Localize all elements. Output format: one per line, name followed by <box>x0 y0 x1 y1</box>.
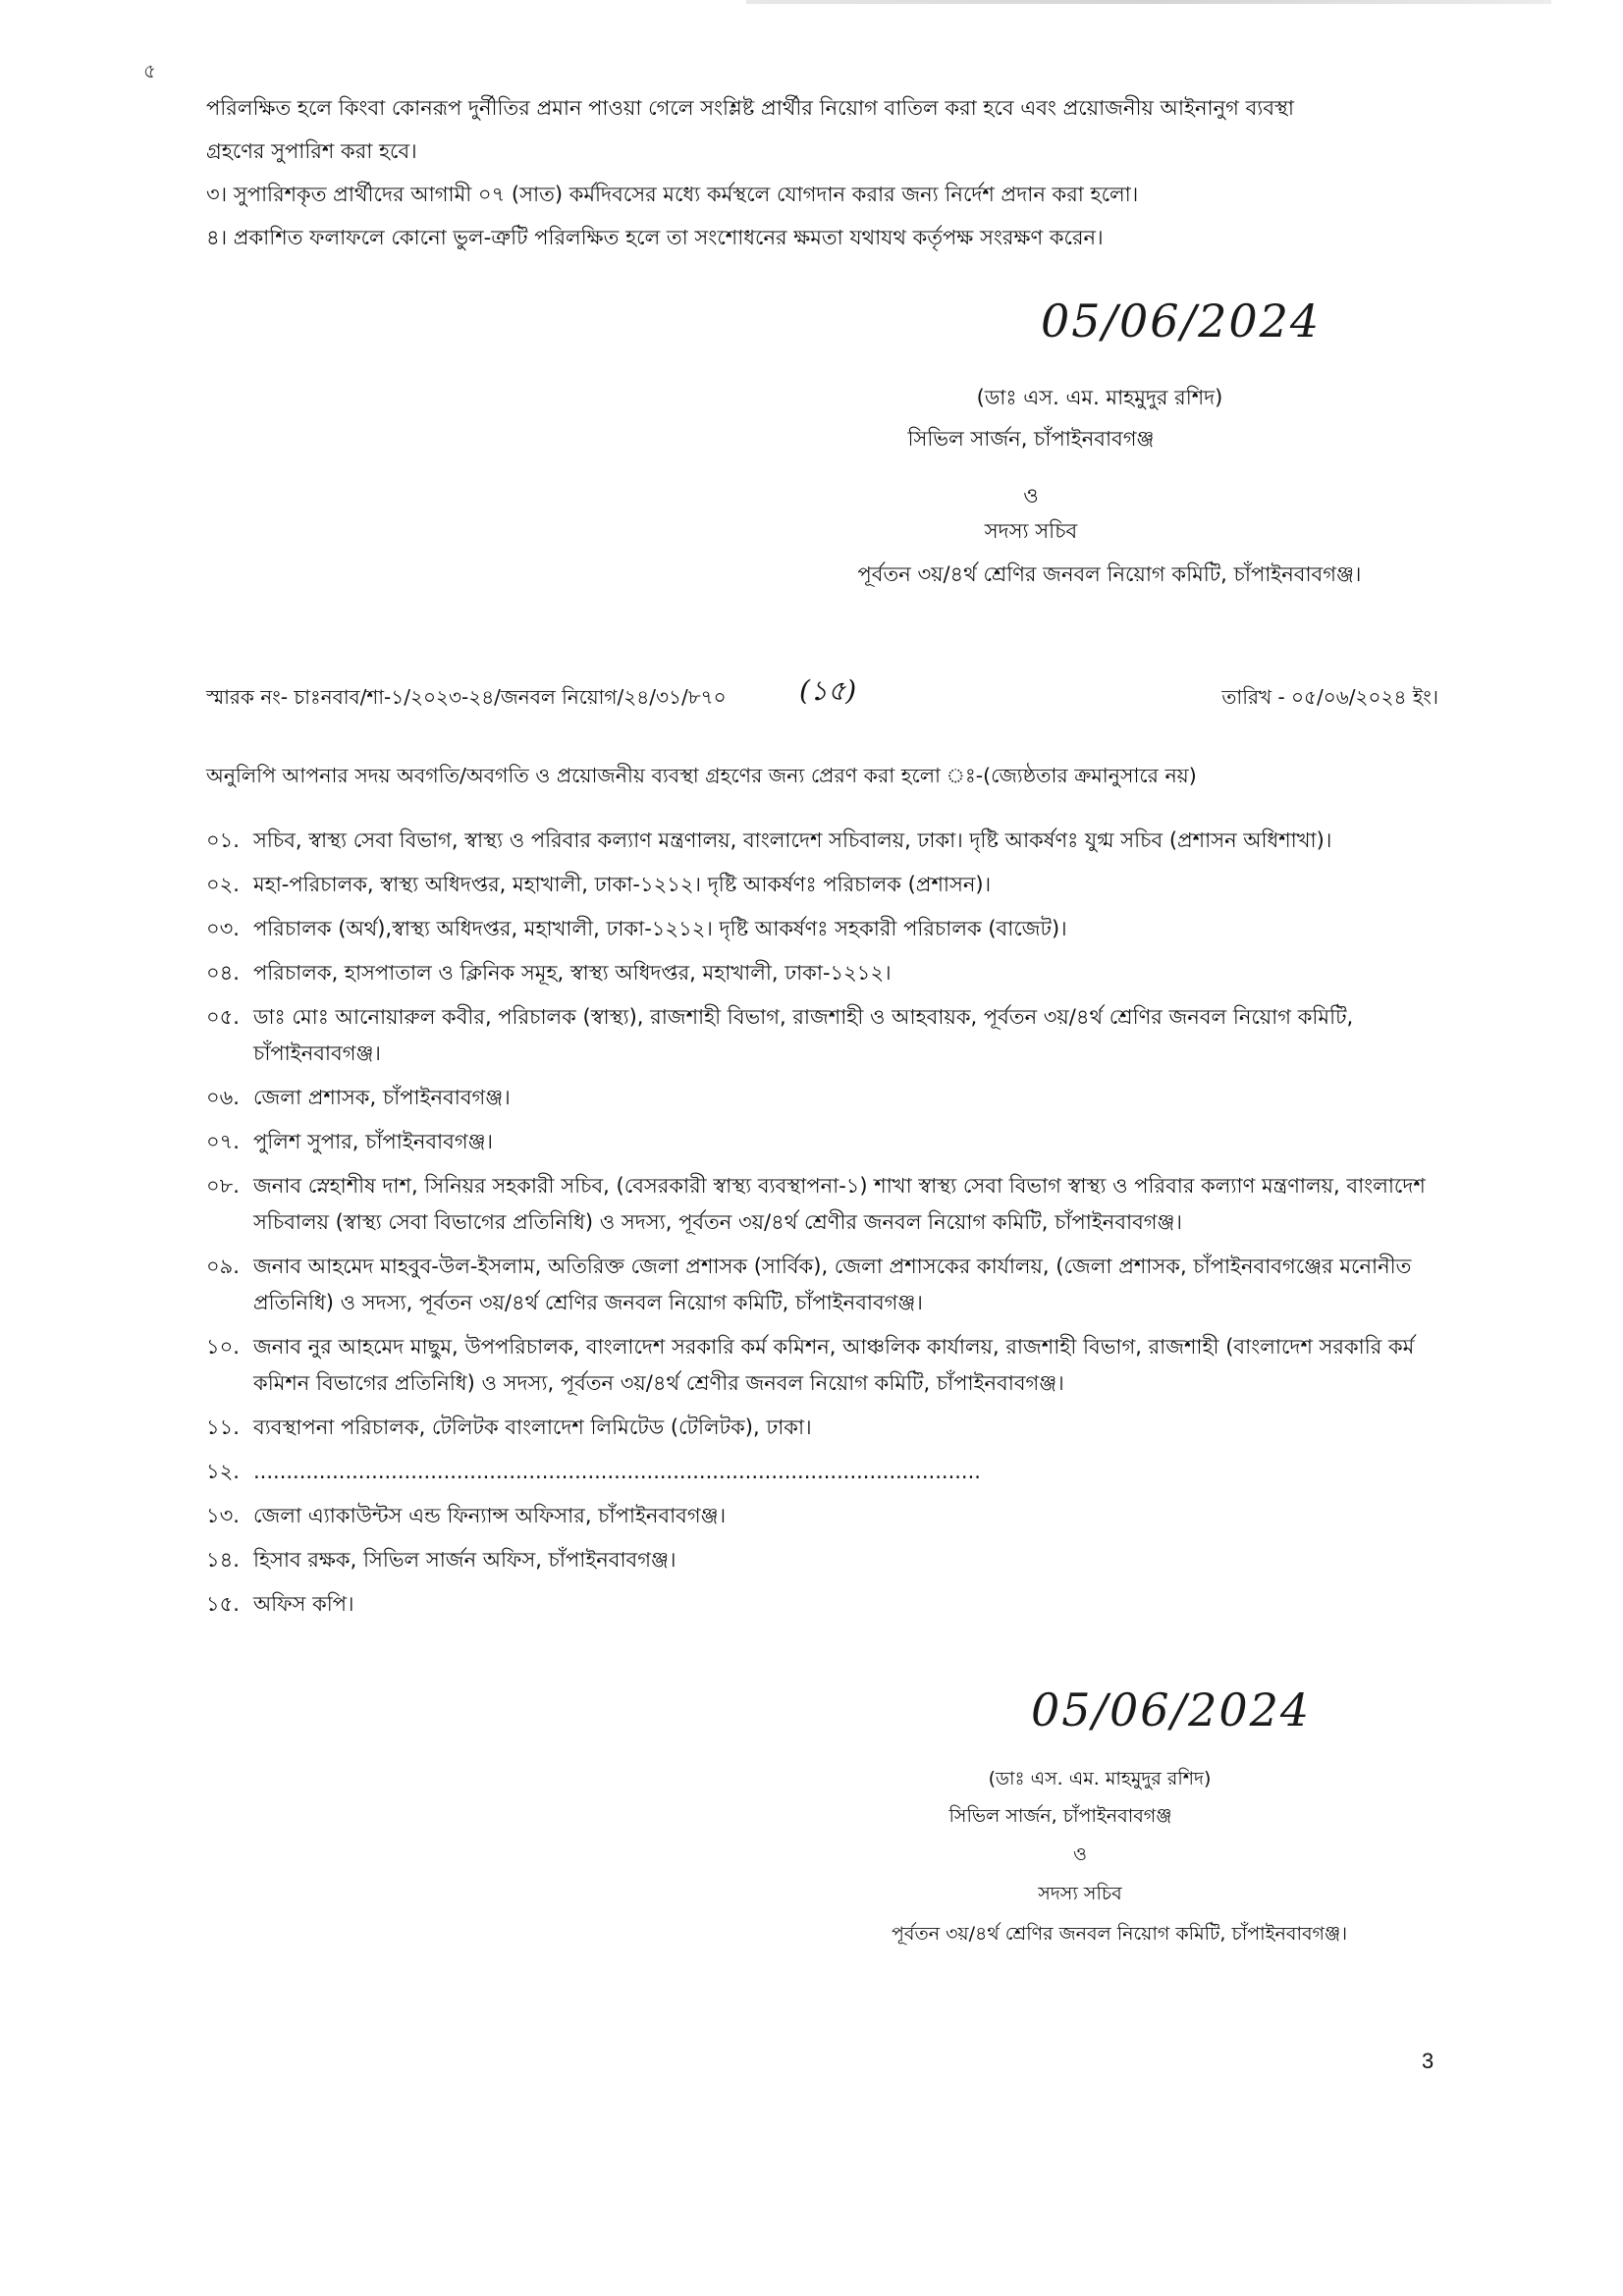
item-text: অফিস কপি। <box>253 1592 354 1616</box>
page-number: 3 <box>1422 2049 1434 2073</box>
recipient-list <box>206 823 1443 1630</box>
item-number: ০২. <box>206 873 240 896</box>
item-text: পুলিশ সুপার, চাঁপাইনবাবগঞ্জ। <box>253 1130 494 1153</box>
item-number: ০৬. <box>206 1086 240 1109</box>
item-number: ০৫. <box>206 1005 240 1029</box>
memo-date: তারিখ - ০৫/০৬/২০২৪ ইং। <box>1221 685 1438 709</box>
item-text: জনাব আহমেদ মাহবুব-উল-ইসলাম, অতিরিক্ত জেলা প্রশাসক (সার্বিক), জেলা প্রশাসকের কার্যালয়, (জেলা প্রশাসক, চাঁপাইনবাবগঞ্জের মনোনীত প্রতিনিধি) ও সদস্য, পূর্বতন ৩য়/৪র্থ শ্রেণির জনবল নিয়োগ কমিটি, চাঁপাইনবাবগঞ্জ। <box>253 1255 1412 1314</box>
signature-block-1-committee <box>815 558 1404 591</box>
item-number: ০৪. <box>206 961 240 985</box>
list-item <box>206 1329 1443 1402</box>
item-number: ০৭. <box>206 1130 240 1153</box>
intro-line-1: পরিলক্ষিত হলে কিংবা কোনরূপ দুর্নীতির প্রমান পাওয়া গেলে সংশ্লিষ্ট প্রার্থীর নিয়োগ বাতিল করা হবে এবং প্রয়োজনীয় আইনানুগ ব্যবস্থা <box>206 96 1295 120</box>
signatory-role: সদস্য সচিব <box>1038 1883 1122 1904</box>
item-text: ব্যবস্থাপনা পরিচালক, টেলিটক বাংলাদেশ লিমিটেড (টেলিটক), ঢাকা। <box>253 1415 812 1439</box>
item-text: মহা-পরিচালক, স্বাস্থ্য অধিদপ্তর, মহাখালী, ঢাকা-১২১২। দৃষ্টি আকর্ষণঃ পরিচালক (প্রশাসন)। <box>253 873 992 896</box>
list-item <box>206 1410 1443 1446</box>
list-item <box>206 1168 1443 1241</box>
signatory-role: সদস্য সচিব <box>984 519 1078 543</box>
intro-point-4: ৪। প্রকাশিত ফলাফলে কোনো ভুল-ত্রুটি পরিলক্ষিত হলে তা সংশোধনের ক্ষমতা যথাযথ কর্তৃপক্ষ সংরক্ষণ করেন। <box>206 226 1104 249</box>
signature-block-1-conj <box>884 479 1178 512</box>
item-text: পরিচালক (অর্থ),স্বাস্থ্য অধিদপ্তর, মহাখালী, ঢাকা-১২১২। দৃষ্টি আকর্ষণঃ সহকারী পরিচালক (বাজেট)। <box>253 917 1067 940</box>
signatory-designation: সিভিল সার্জন, চাঁপাইনবাবগঞ্জ <box>907 427 1155 451</box>
committee-name: পূর্বতন ৩য়/৪র্থ শ্রেণির জনবল নিয়োগ কমিটি, চাঁপাইনবাবগঞ্জ। <box>891 1923 1348 1945</box>
item-text: হিসাব রক্ষক, সিভিল সার্জন অফিস, চাঁপাইনবাবগঞ্জ। <box>253 1548 676 1572</box>
list-item <box>206 1542 1443 1578</box>
signature-block-2 <box>903 1762 1296 1795</box>
signature-1-handwritten: 05/06/2024 <box>1041 294 1322 347</box>
signature-block-2-committee <box>825 1917 1414 1950</box>
list-item <box>206 1249 1443 1321</box>
item-text: ............................................................................................................... <box>253 1460 981 1483</box>
item-text: জেলা এ্যাকাউন্টস এন্ড ফিন্যান্স অফিসার, চাঁপাইনবাবগঞ্জ। <box>253 1504 727 1527</box>
top-mark: ৫ <box>143 59 156 82</box>
item-text: ডাঃ মোঃ আনোয়ারুল কবীর, পরিচালক (স্বাস্থ্য), রাজশাহী বিভাগ, রাজশাহী ও আহবায়ক, পূর্বতন ৩য়/৪র্থ শ্রেণির জনবল নিয়োগ কমিটি, চাঁপাইনবাবগঞ্জ। <box>253 1005 1354 1065</box>
signature-block-1 <box>884 381 1316 414</box>
list-item <box>206 1454 1443 1490</box>
list-item <box>206 999 1443 1072</box>
list-item <box>206 1586 1443 1623</box>
item-number: ০৩. <box>206 917 240 940</box>
signatory-designation: সিভিল সার্জন, চাঁপাইনবাবগঞ্জ <box>948 1805 1172 1827</box>
signature-block-2-role <box>962 1877 1198 1910</box>
item-text: জনাব স্নেহাশীষ দাশ, সিনিয়র সহকারী সচিব, (বেসরকারী স্বাস্থ্য ব্যবস্থাপনা-১) শাখা স্বাস্থ্য সেবা বিভাগ স্বাস্থ্য ও পরিবার কল্যাণ মন্ত্রণালয়, বাংলাদেশ সচিবালয় (স্বাস্থ্য সেবা বিভাগের প্রতিনিধি) ও সদস্য, পূর্বতন ৩য়/৪র্থ শ্রেণীর জনবল নিয়োগ কমিটি, চাঁপাইনবাবগঞ্জ। <box>253 1174 1426 1234</box>
memo-row <box>206 675 1438 719</box>
item-text: জনাব নুর আহমেদ মাছুম, উপপরিচালক, বাংলাদেশ সরকারি কর্ম কমিশন, আঞ্চলিক কার্যালয়, রাজশাহী বিভাগ, রাজশাহী (বাংলাদেশ সরকারি কর্ম কমিশন বিভাগের প্রতিনিধি) ও সদস্য, পূর্বতন ৩য়/৪র্থ শ্রেণীর জনবল নিয়োগ কমিটি, চাঁপাইনবাবগঞ্জ। <box>253 1335 1415 1395</box>
signature-block-2-conj <box>982 1838 1178 1871</box>
memo-number: স্মারক নং- চাঃনবাব/শা-১/২০২৩-২৪/জনবল নিয়োগ/২৪/৩১/৮৭০ <box>206 685 727 709</box>
list-item <box>206 823 1443 859</box>
list-item <box>206 1498 1443 1534</box>
list-item <box>206 955 1443 991</box>
list-item <box>206 911 1443 947</box>
signature-block-1-role <box>884 514 1178 548</box>
conjunction: ও <box>1073 1843 1087 1865</box>
item-number: ১১. <box>206 1415 240 1439</box>
item-number: ১৩. <box>206 1504 240 1527</box>
item-number: ১৪. <box>206 1548 240 1572</box>
list-item <box>206 1080 1443 1116</box>
item-number: ০৮. <box>206 1174 240 1198</box>
scan-edge-mark <box>746 0 1551 4</box>
item-number: ১৫. <box>206 1592 240 1616</box>
copy-intro: অনুলিপি আপনার সদয় অবগতি/অবগতি ও প্রয়োজনীয় ব্যবস্থা গ্রহণের জন্য প্রেরণ করা হলো ঃ-(জ্যেষ্ঠতার ক্রমানুসারে নয়) <box>206 764 1197 787</box>
signature-block-2-designation <box>864 1799 1257 1833</box>
list-item <box>206 1124 1443 1160</box>
signatory-name: (ডাঃ এস. এম. মাহমুদুর রশিদ) <box>988 1768 1212 1789</box>
item-text: পরিচালক, হাসপাতাল ও ক্লিনিক সমূহ, স্বাস্থ্য অধিদপ্তর, মহাখালী, ঢাকা-১২১২। <box>253 961 892 985</box>
item-text: সচিব, স্বাস্থ্য সেবা বিভাগ, স্বাস্থ্য ও পরিবার কল্যাণ মন্ত্রণালয়, বাংলাদেশ সচিবালয়, ঢাকা। দৃষ্টি আকর্ষণঃ যুগ্ম সচিব (প্রশাসন অধিশাখা)। <box>253 828 1332 852</box>
item-text: জেলা প্রশাসক, চাঁপাইনবাবগঞ্জ। <box>253 1086 511 1109</box>
signature-block-1-designation <box>815 422 1247 455</box>
item-number: ০১. <box>206 828 240 852</box>
signature-2-handwritten: 05/06/2024 <box>1031 1683 1312 1736</box>
item-number: ১২. <box>206 1460 240 1483</box>
conjunction: ও <box>1023 484 1039 507</box>
intro-point-3: ৩। সুপারিশকৃত প্রার্থীদের আগামী ০৭ (সাত) কর্মদিবসের মধ্যে কর্মস্থলে যোগদান করার জন্য নির্দেশ প্রদান করা হলো। <box>206 183 1139 206</box>
item-number: ০৯. <box>206 1255 240 1278</box>
intro-line-2: গ্রহণের সুপারিশ করা হবে। <box>206 139 417 163</box>
committee-name: পূর্বতন ৩য়/৪র্থ শ্রেণির জনবল নিয়োগ কমিটি, চাঁপাইনবাবগঞ্জ। <box>857 562 1362 586</box>
list-item <box>206 867 1443 903</box>
item-number: ১০. <box>206 1335 240 1359</box>
signatory-name: (ডাঃ এস. এম. মাহমুদুর রশিদ) <box>976 386 1223 409</box>
memo-handwritten-note: (১৫) <box>799 674 857 707</box>
